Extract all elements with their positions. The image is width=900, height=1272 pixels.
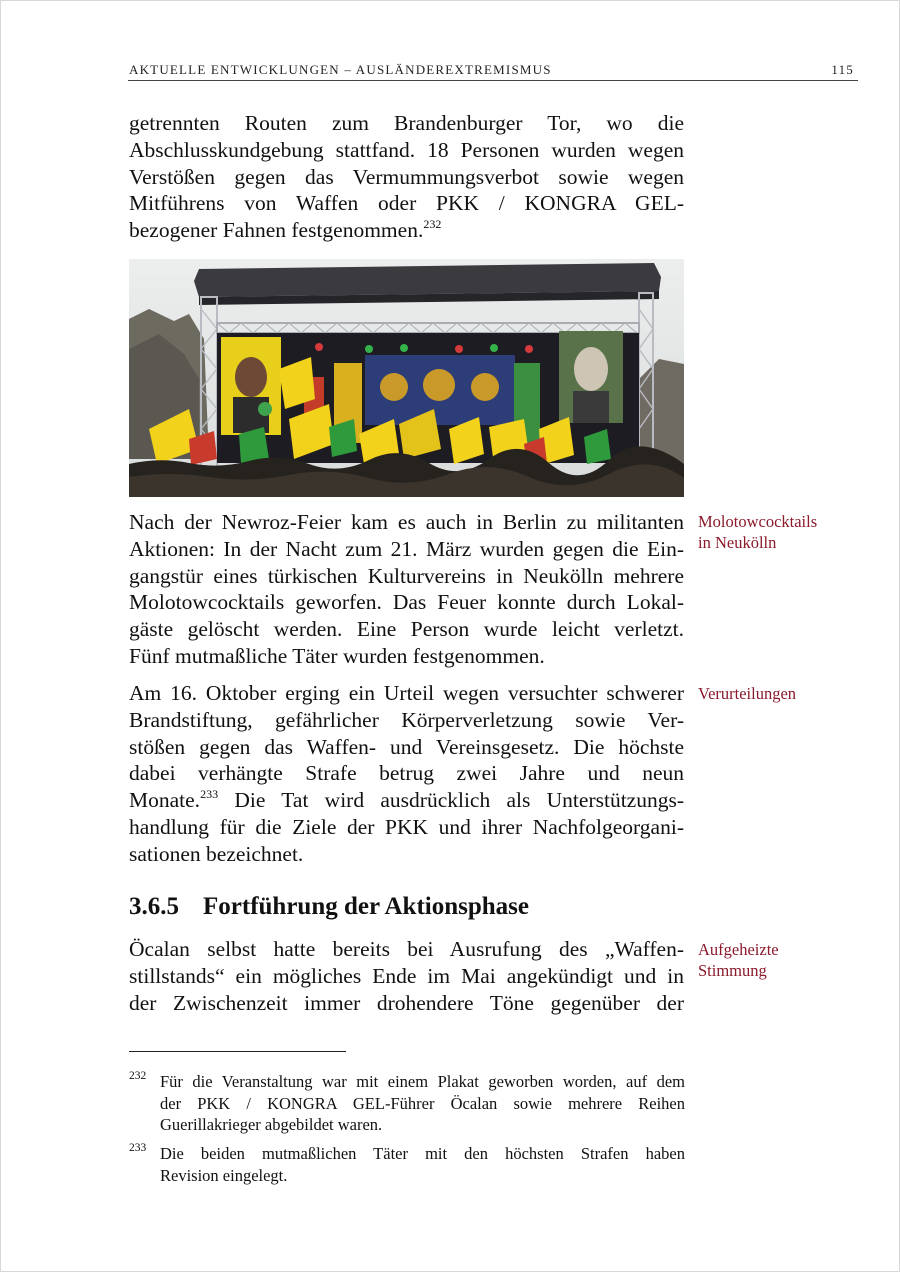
paragraph-2 xyxy=(129,509,684,670)
paragraph-4 xyxy=(129,936,684,1016)
text-line: Nach der Newroz-Feier kam es auch in Berlin zu militanten xyxy=(129,510,684,534)
rally-photo xyxy=(129,259,684,497)
margin-note-line: Molotowcocktails xyxy=(698,512,818,531)
text-line: Öcalan selbst hatte bereits bei Ausrufung des „Waffen- xyxy=(129,937,684,961)
margin-note-verurteilungen xyxy=(698,683,858,704)
text-line: Verstößen gegen das Vermummungsverbot sowie wegen xyxy=(129,164,684,189)
text-line: stillstands“ ein mögliches Ende im Mai angekündigt und in xyxy=(129,963,684,988)
footnote-line: der PKK / KONGRA GEL-Führer Öcalan sowie mehrere Reihen xyxy=(160,1093,685,1113)
footnote-number: 233 xyxy=(129,1142,147,1154)
running-header xyxy=(129,62,856,78)
margin-note-line: Stimmung xyxy=(698,961,767,980)
text-line: dabei verhängte Strafe betrug zwei Jahre und neun xyxy=(129,761,684,786)
text-line-content: bezogener Fahnen festgenommen. xyxy=(129,218,424,243)
footnote-text xyxy=(160,1071,685,1136)
text-line: der Zwischenzeit immer drohendere Töne gegenüber der xyxy=(129,990,684,1015)
section-heading xyxy=(129,893,529,921)
footnote-line: Für die Veranstaltung war mit einem Plakat geworben worden, auf dem xyxy=(160,1072,685,1091)
text-line: handlung für die Ziele der PKK und ihrer Nachfolgeorgani- xyxy=(129,814,684,839)
paragraph-1 xyxy=(129,110,684,244)
text-line: Brandstiftung, gefährlicher Körperverletzung sowie Ver- xyxy=(129,707,684,732)
section-number: 3.6.5 xyxy=(129,893,179,920)
text-line: Mitführens von Waffen oder PKK / KONGRA GEL- xyxy=(129,191,684,216)
margin-note-line: Verurteilungen xyxy=(698,684,797,703)
page-number: 115 xyxy=(831,62,854,77)
margin-note-line: Aufgeheizte xyxy=(698,940,779,959)
footnote-233 xyxy=(129,1143,685,1186)
footnote-line: Die beiden mutmaßlichen Täter mit den höchsten Strafen haben xyxy=(160,1144,685,1163)
footnote-line: Revision eingelegt. xyxy=(160,1165,288,1185)
margin-note-aufgeheizte-stimmung xyxy=(698,939,858,981)
text-line: getrennten Routen zum Brandenburger Tor, wo die xyxy=(129,111,684,135)
text-line: sationen bezeichnet. xyxy=(129,841,304,866)
running-title: AKTUELLE ENTWICKLUNGEN – AUSLÄNDEREXTREMISMUS xyxy=(129,62,552,77)
rally-photo-graphic xyxy=(129,259,684,497)
footnote-rule xyxy=(129,1051,346,1052)
footnote-number: 232 xyxy=(129,1070,147,1082)
text-line: Molotowcocktails geworfen. Das Feuer konnte durch Lokal- xyxy=(129,590,684,615)
text-line: gangstür eines türkischen Kulturvereins in Neukölln mehrere xyxy=(129,563,684,588)
text-line-content: Monate. xyxy=(129,788,201,813)
footnote-text xyxy=(160,1143,685,1186)
text-line: Aktionen: In der Nacht zum 21. März wurden gegen die Ein- xyxy=(129,536,684,561)
margin-note-line: in Neukölln xyxy=(698,533,777,552)
text-line: Am 16. Oktober erging ein Urteil wegen versuchter schwerer xyxy=(129,681,684,705)
text-line xyxy=(129,787,684,814)
text-line: stößen gegen das Waffen- und Vereinsgesetz. Die höchste xyxy=(129,734,684,759)
text-line: Fünf mutmaßliche Täter wurden festgenommen. xyxy=(129,643,545,668)
footnote-ref-232[interactable]: 232 xyxy=(423,217,442,232)
text-line xyxy=(129,217,684,244)
paragraph-3 xyxy=(129,680,684,868)
text-line: gäste gelöscht werden. Eine Person wurde leicht verletzt. xyxy=(129,617,684,642)
section-title: Fortführung der Aktionsphase xyxy=(203,893,529,920)
text-line: Abschlusskundgebung stattfand. 18 Personen wurden wegen xyxy=(129,137,684,162)
margin-note-molotow xyxy=(698,511,858,553)
text-line-content: Die Tat wird ausdrücklich als Unterstützungs- xyxy=(218,788,684,813)
header-rule xyxy=(128,80,858,81)
footnote-ref-233[interactable]: 233 xyxy=(200,787,219,802)
footnote-line: Guerillakrieger abgebildet waren. xyxy=(160,1115,383,1134)
footnote-232 xyxy=(129,1071,685,1136)
